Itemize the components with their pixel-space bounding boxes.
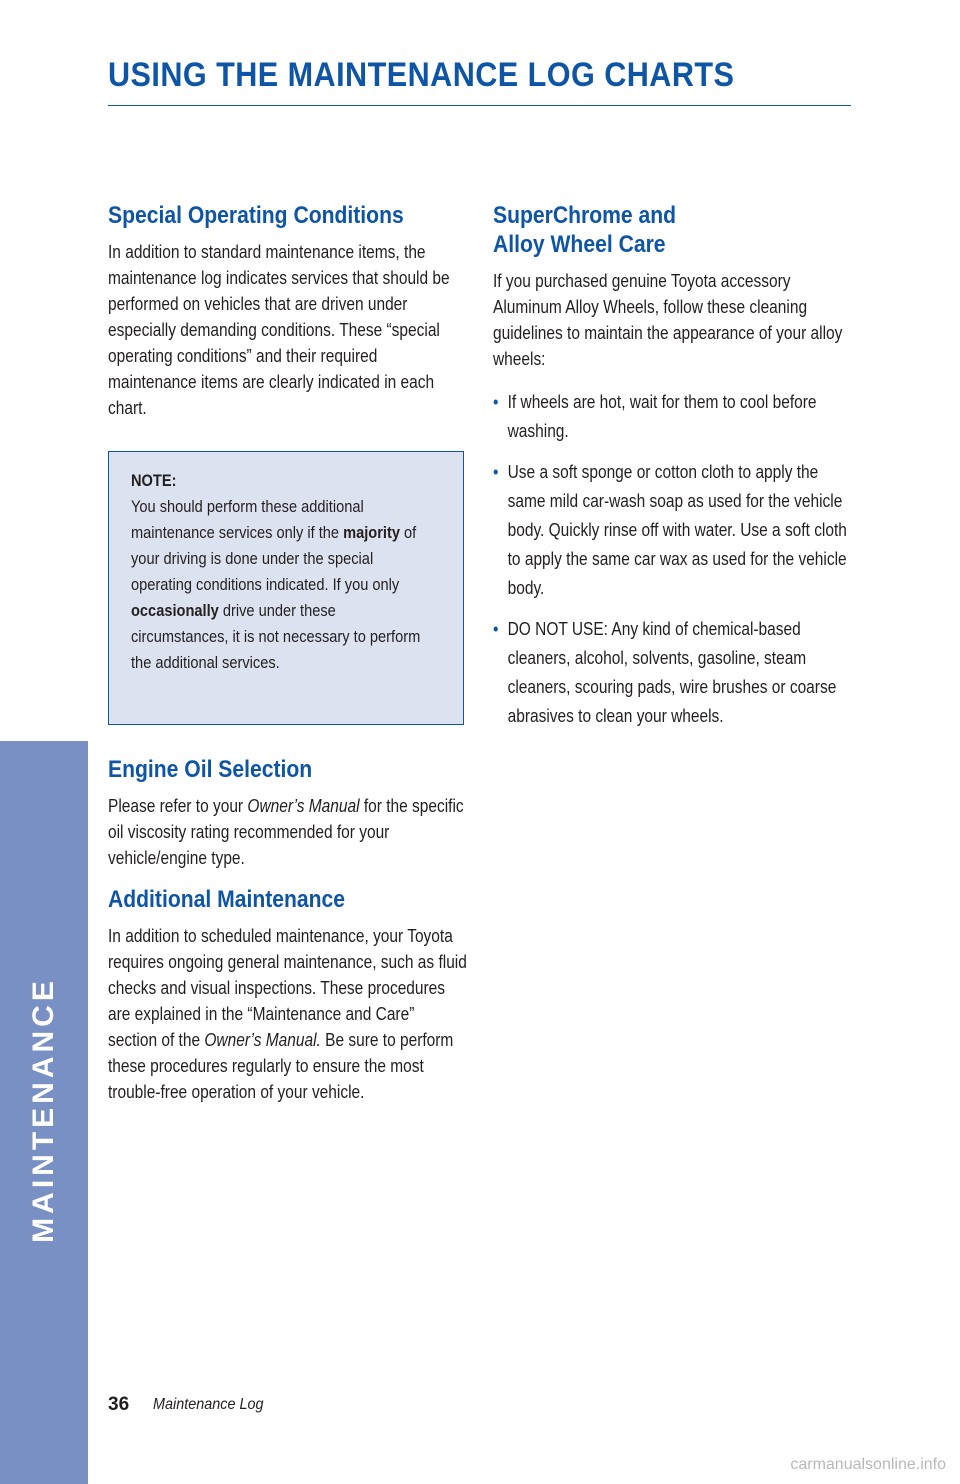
special-conditions-heading: Special Operating Conditions — [108, 202, 404, 229]
engine-oil-body: Please refer to your Owner’s Manual for the specific oil viscosity rating recommended for your vehicle/engine type. — [108, 796, 464, 868]
additional-maintenance-section — [108, 885, 468, 1105]
wheel-care-section — [493, 201, 853, 743]
wheel-care-heading-line1: SuperChrome and — [493, 202, 677, 229]
note-text: You should perform these additional maintenance services only if the majority of your driving is done under the special operating conditions indicated. If you only occasionally drive under these circumstances, it is not necessary to perform the additional services. — [131, 497, 421, 672]
engine-oil-section — [108, 755, 468, 871]
list-item: • Use a soft sponge or cotton cloth to apply the same mild car-wash soap as used for the vehicle body. Quickly rinse off with water. Use a soft cloth to apply the same car wax as used for the vehicle body. — [493, 458, 856, 603]
engine-oil-heading: Engine Oil Selection — [108, 756, 313, 783]
owners-manual-reference: Owner’s Manual — [247, 796, 360, 816]
wheel-care-heading-line2: Alloy Wheel Care — [493, 231, 666, 258]
note-emphasis-majority: majority — [343, 523, 400, 542]
wheel-care-list — [493, 388, 853, 731]
side-tab-label: MAINTENANCE — [27, 977, 60, 1243]
title-divider — [108, 105, 851, 106]
footer-label: Maintenance Log — [153, 1396, 264, 1413]
watermark: carmanualsonline.info — [790, 1456, 946, 1473]
note-emphasis-occasionally: occasionally — [131, 601, 219, 620]
list-item: • DO NOT USE: Any kind of chemical-based cleaners, alcohol, solvents, gasoline, steam cleaners, scouring pads, wire brushes or coarse abrasives to clean your wheels. — [493, 615, 856, 731]
additional-maintenance-heading: Additional Maintenance — [108, 886, 346, 913]
additional-maintenance-body: In addition to scheduled maintenance, your Toyota requires ongoing general maintenance, such as fluid checks and visual inspections. These procedures are explained in the “Maintenance and Care” section of the Owner’s Manual. Be sure to perform these procedures regularly to ensure the most trouble-free operation of your vehicle. — [108, 926, 467, 1102]
note-label: NOTE: — [131, 471, 177, 490]
list-item: • If wheels are hot, wait for them to cool before washing. — [493, 388, 856, 446]
wheel-care-intro: If you purchased genuine Toyota accessory Aluminum Alloy Wheels, follow these cleaning guidelines to maintain the appearance of your alloy wheels: — [493, 271, 843, 369]
owners-manual-reference: Owner’s Manual. — [204, 1030, 321, 1050]
page-title: USING THE MAINTENANCE LOG CHARTS — [108, 56, 735, 94]
note-box — [108, 451, 464, 725]
page-number: 36 — [108, 1394, 130, 1415]
special-conditions-body: In addition to standard maintenance items, the maintenance log indicates services that should be performed on vehicles that are driven under especially demanding conditions. These “special operating conditions” and their required maintenance items are clearly indicated in each chart. — [108, 242, 450, 418]
special-conditions-section — [108, 201, 468, 421]
